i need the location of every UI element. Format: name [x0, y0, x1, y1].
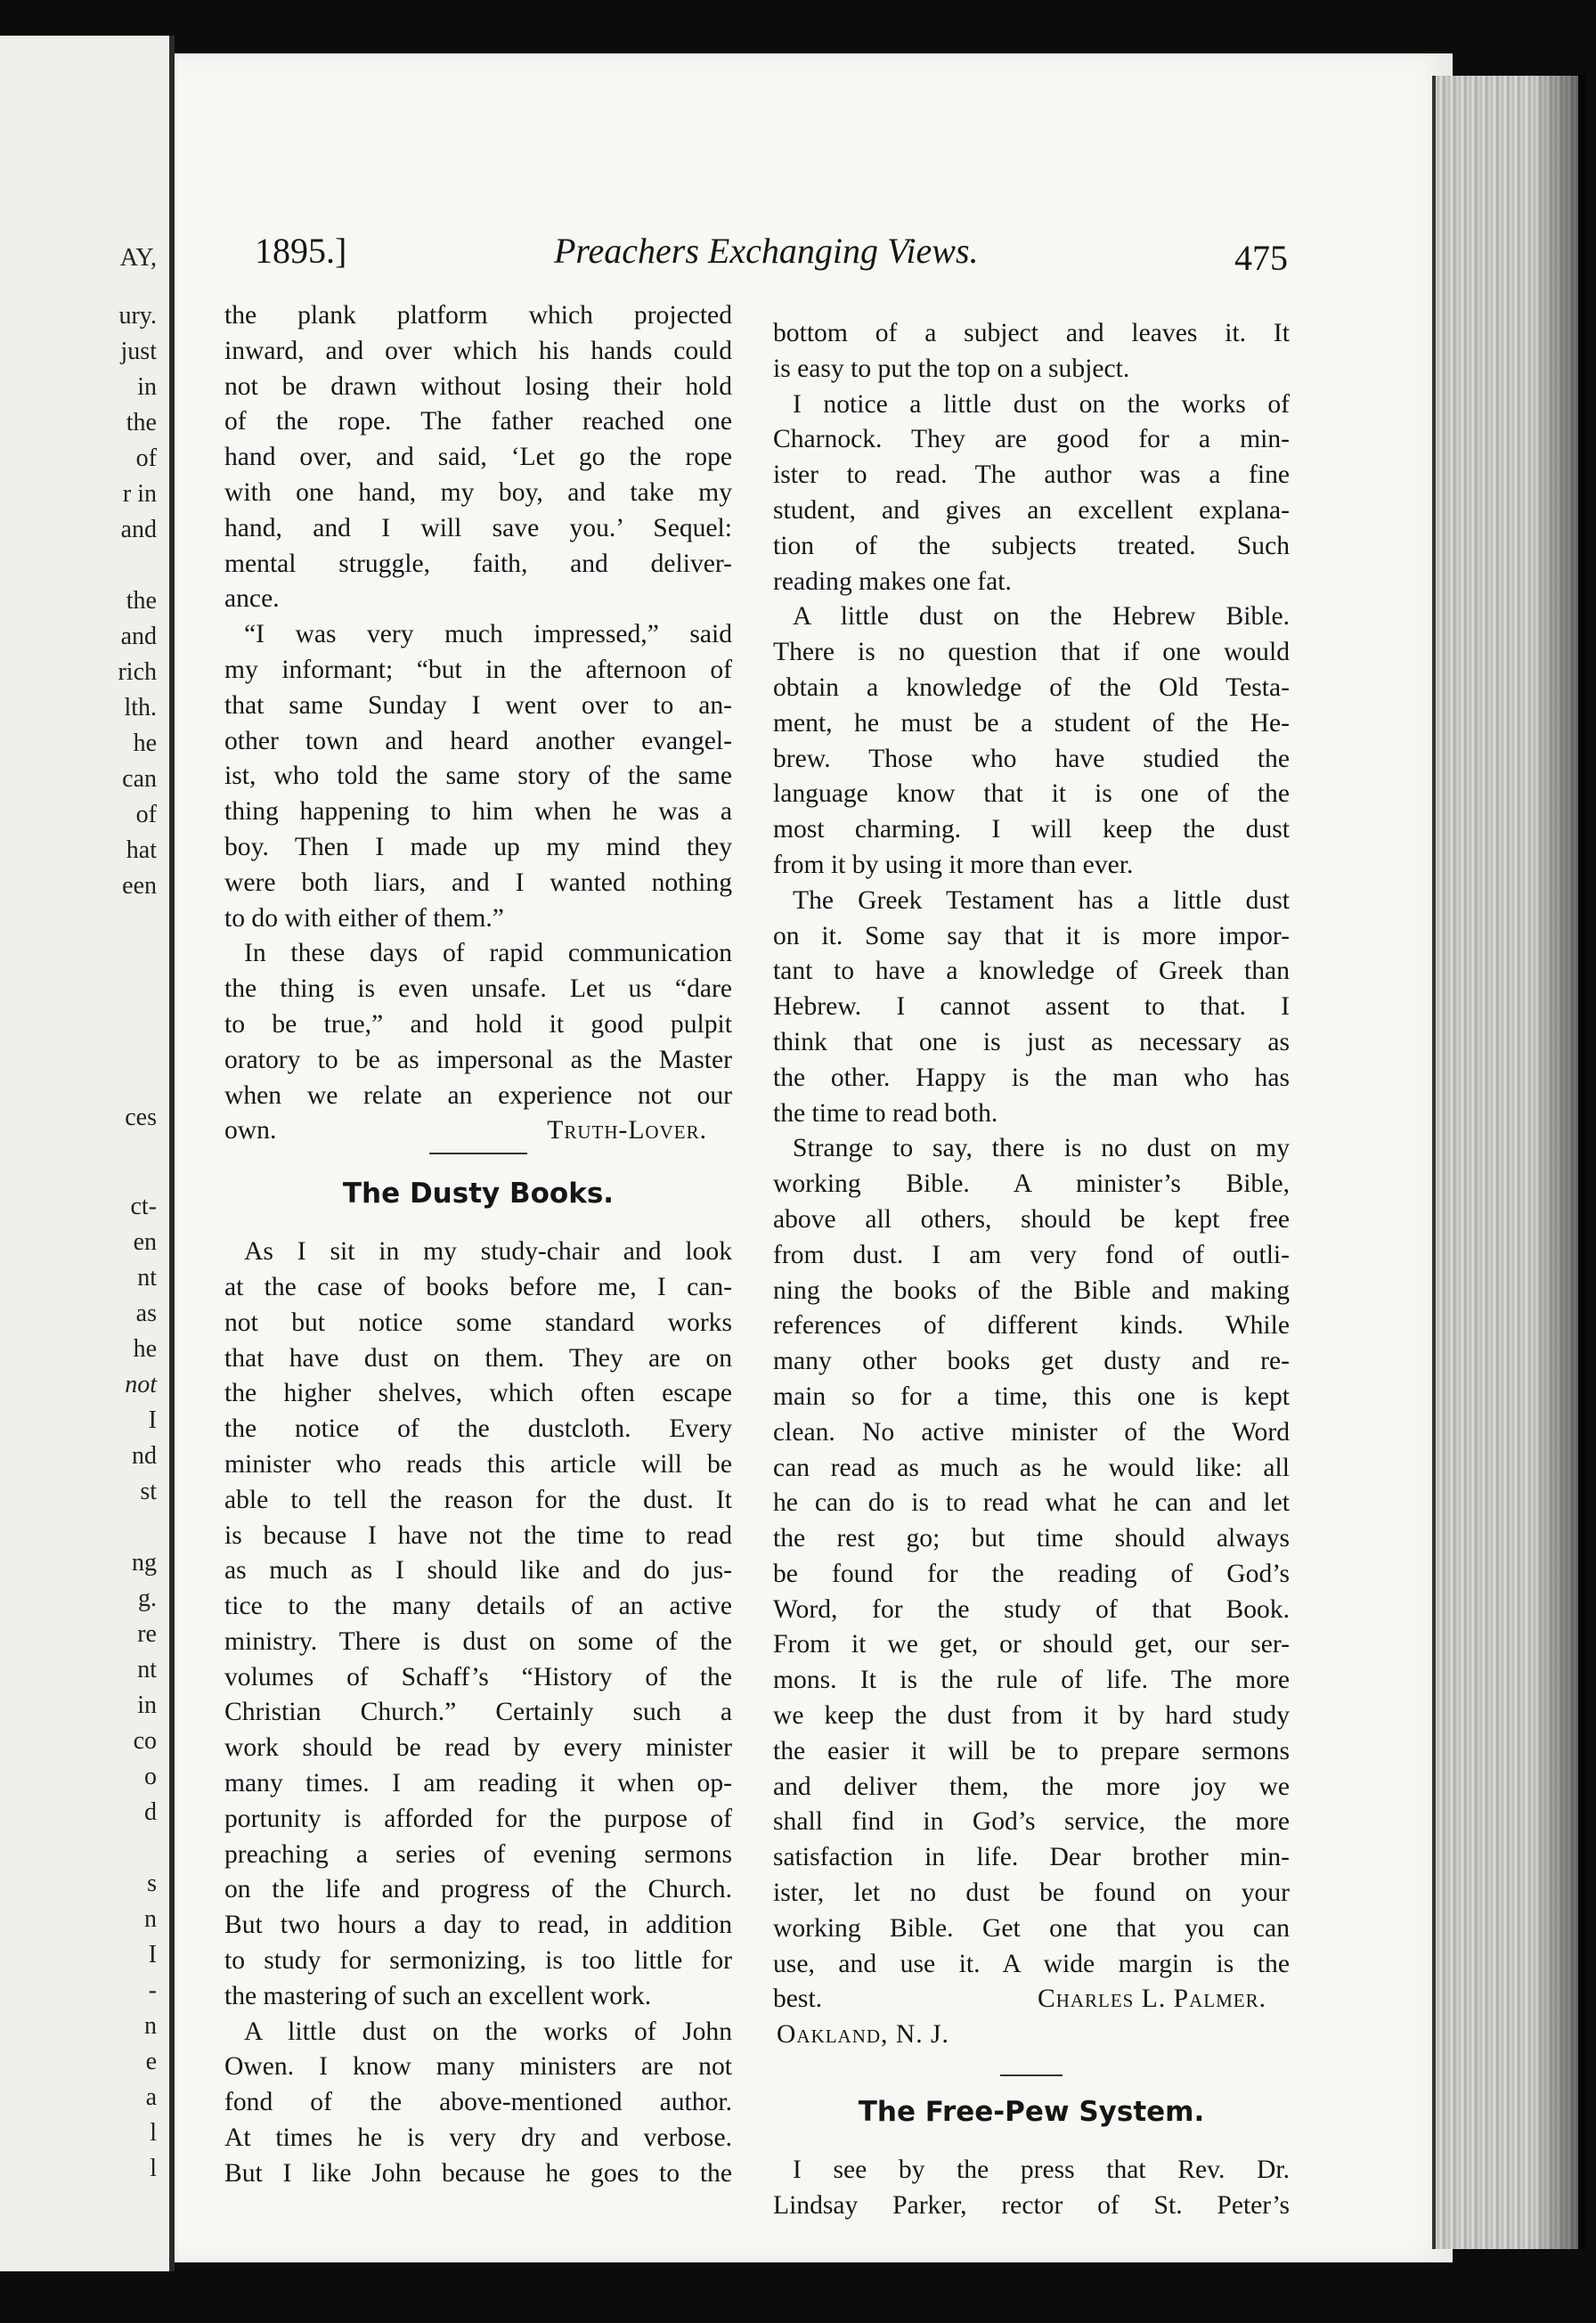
- text-line: language know that it is one of the: [773, 779, 1290, 809]
- facing-page-text-fragment: ng: [132, 1549, 157, 1577]
- facing-page-text-fragment: -: [148, 1977, 157, 2004]
- text-line: use, and use it. A wide margin is the: [773, 1949, 1290, 1978]
- section-divider: [1000, 2074, 1063, 2076]
- text-line: From it we get, or should get, our ser-: [773, 1630, 1290, 1659]
- signature-row: [224, 1113, 732, 1149]
- text-line: to study for sermonizing, is too little for: [224, 1946, 732, 1976]
- text-line: and deliver them, the more joy we: [773, 1772, 1290, 1801]
- facing-page-text-fragment: not: [125, 1371, 157, 1398]
- text-line: the other. Happy is the man who has: [773, 1063, 1290, 1092]
- facing-page-text-fragment: AY,: [119, 244, 157, 272]
- facing-page-text-fragment: ury.: [118, 302, 157, 330]
- text-line: tice to the many details of an active: [224, 1592, 732, 1621]
- facing-page-text-fragment: st: [140, 1478, 157, 1505]
- text-line: the notice of the dustcloth. Every: [224, 1414, 732, 1444]
- text-line: preaching a series of evening sermons: [224, 1839, 732, 1869]
- facing-page-text-fragment: nt: [137, 1656, 157, 1683]
- place-line: Oakland, N. J.: [777, 2020, 949, 2050]
- facing-page-text-fragment: r in: [122, 480, 157, 508]
- text-line: Strange to say, there is no dust on my: [793, 1134, 1290, 1163]
- text-line: mental struggle, faith, and deliver-: [224, 549, 732, 578]
- text-line: references of different kinds. While: [773, 1311, 1290, 1341]
- paragraph: [773, 884, 1290, 1132]
- facing-page-text-fragment: e: [145, 2048, 157, 2075]
- text-line: he can do is to read what he can and let: [773, 1488, 1290, 1518]
- text-line: Word, for the study of that Book.: [773, 1594, 1290, 1624]
- text-line: ning the books of the Bible and making: [773, 1276, 1290, 1305]
- paragraph-last-line: own.: [224, 1116, 277, 1145]
- text-line: A little dust on the works of John: [244, 2017, 732, 2046]
- facing-page-text-fragment: s: [147, 1870, 157, 1897]
- facing-page-text-fragment: a: [145, 2083, 157, 2111]
- text-line: the plank platform which projected: [224, 301, 732, 330]
- text-line: fond of the above-mentioned author.: [224, 2088, 732, 2117]
- text-line: obtain a knowledge of the Old Testa-: [773, 672, 1290, 702]
- facing-page-text-fragment: in: [137, 1691, 157, 1719]
- facing-page-text-fragment: nt: [137, 1264, 157, 1292]
- text-line: at the case of books before me, I can-: [224, 1272, 732, 1301]
- text-line: not but notice some standard works: [224, 1308, 732, 1337]
- facing-page-text-fragment: hat: [126, 836, 157, 864]
- paragraph: [224, 2015, 732, 2192]
- text-line: the rest go; but time should always: [773, 1524, 1290, 1553]
- facing-page-text-fragment: d: [144, 1798, 157, 1826]
- text-line: working Bible. A minister’s Bible,: [773, 1170, 1290, 1199]
- text-line: many other books get dusty and re-: [773, 1347, 1290, 1376]
- facing-page-text-fragment: of: [135, 801, 157, 828]
- text-line: when we relate an experience not our: [224, 1080, 732, 1110]
- paragraph: [224, 936, 732, 1113]
- facing-page-text-fragment: the: [126, 587, 157, 615]
- text-line: As I sit in my study-chair and look: [244, 1237, 732, 1267]
- facing-page-text-fragment: nd: [132, 1442, 157, 1470]
- text-line: as much as I should like and do jus-: [224, 1556, 732, 1585]
- facing-page-text-fragment: of: [135, 444, 157, 472]
- facing-page-text-fragment: een: [122, 872, 157, 900]
- facing-page-text-fragment: lth.: [124, 694, 157, 721]
- text-line: the mastering of such an excellent work.: [224, 1981, 652, 2010]
- facing-page-text-fragment: I: [148, 1406, 157, 1434]
- text-line: mons. It is the rule of life. The more: [773, 1666, 1290, 1695]
- text-line: hand over, and said, ‘Let go the rope: [224, 443, 732, 472]
- text-line: most charming. I will keep the dust: [773, 815, 1290, 844]
- text-line: I see by the press that Rev. Dr.: [793, 2156, 1290, 2185]
- text-line: to be true,” and hold it good pulpit: [224, 1009, 732, 1039]
- text-line: the higher shelves, which often escape: [224, 1379, 732, 1408]
- text-line: from it by using it more than ever.: [773, 850, 1134, 879]
- facing-page-text-fragment: rich: [118, 658, 157, 686]
- header-title: Preachers Exchanging Views.: [554, 231, 979, 271]
- page-number: 475: [1234, 238, 1288, 278]
- text-line: bottom of a subject and leaves it. It: [773, 319, 1290, 347]
- text-line: ist, who told the same story of the same: [224, 762, 732, 791]
- text-line: we keep the dust from it by hard study: [773, 1701, 1290, 1731]
- text-line: that same Sunday I went over to an-: [224, 690, 732, 720]
- facing-page-text-fragment: re: [137, 1620, 157, 1648]
- section-divider: [429, 1153, 527, 1154]
- text-line: from dust. I am very fond of outli-: [773, 1240, 1290, 1269]
- text-line: ministry. There is dust on some of the: [224, 1626, 732, 1656]
- left-column: [224, 298, 732, 2192]
- text-line: hand, and I will save you.’ Sequel:: [224, 513, 732, 542]
- text-line: able to tell the reason for the dust. It: [224, 1485, 732, 1514]
- facing-page-text-fragment: in: [137, 373, 157, 401]
- text-line: ister to read. The author was a fine: [773, 461, 1290, 490]
- text-line: on the life and progress of the Church.: [224, 1875, 732, 1904]
- text-line: of the rope. The father reached one: [224, 407, 732, 436]
- text-line: But I like John because he goes to the: [224, 2158, 732, 2188]
- text-line: Charnock. They are good for a min-: [773, 425, 1290, 454]
- facing-page-text-fragment: he: [133, 730, 157, 757]
- signature-row: [773, 1982, 1290, 2017]
- text-line: “I was very much impressed,” said: [244, 620, 732, 649]
- signature-truth-lover: Truth-Lover.: [547, 1116, 707, 1145]
- facing-page-text-fragment: the: [126, 409, 157, 436]
- facing-page-text-fragment: g.: [138, 1585, 157, 1612]
- facing-page-text-fragment: ct-: [130, 1193, 157, 1220]
- signature-charles-palmer: Charles L. Palmer.: [1037, 1985, 1266, 2014]
- text-line: reading makes one fat.: [773, 566, 1012, 596]
- section-heading-dusty-books: The Dusty Books.: [342, 1178, 615, 1210]
- paragraph: [773, 1131, 1290, 1982]
- text-line: ister, let no dust be found on your: [773, 1879, 1290, 1908]
- text-line: At times he is very dry and verbose.: [224, 2123, 732, 2153]
- text-line: be found for the reading of God’s: [773, 1559, 1290, 1588]
- text-line: minister who reads this article will be: [224, 1449, 732, 1479]
- facing-page-text-fragment: he: [133, 1335, 157, 1363]
- text-line: There is no question that if one would: [773, 638, 1290, 667]
- text-line: many times. I am reading it when op-: [224, 1769, 732, 1798]
- facing-page-text-fragment: n: [144, 2012, 157, 2040]
- text-line: the thing is even unsafe. Let us “dare: [224, 974, 732, 1004]
- facing-page-text-fragment: n: [144, 1905, 157, 1933]
- text-line: work should be read by every minister: [224, 1733, 732, 1763]
- facing-page-left: [0, 36, 175, 2271]
- text-line: student, and gives an excellent explana-: [773, 495, 1290, 525]
- text-line: the easier it will be to prepare sermons: [773, 1736, 1290, 1765]
- text-line: Owen. I know many ministers are not: [224, 2052, 732, 2082]
- paragraph-last-line: best.: [773, 1985, 823, 2014]
- facing-page-text-fragment: just: [120, 338, 157, 365]
- page-edges-shadow: [1532, 76, 1585, 2249]
- facing-page-text-fragment: ces: [125, 1104, 157, 1131]
- text-line: the time to read both.: [773, 1098, 998, 1128]
- facing-page-text-fragment: can: [122, 765, 157, 793]
- paragraph: [773, 387, 1290, 600]
- text-line: portunity is afforded for the purpose of: [224, 1804, 732, 1833]
- text-line: tion of the subjects treated. Such: [773, 531, 1290, 560]
- facing-page-text-fragment: l: [150, 2119, 157, 2147]
- text-line: is because I have not the time to read: [224, 1520, 732, 1550]
- text-line: on it. Some say that it is more impor-: [773, 921, 1290, 950]
- text-line: my informant; “but in the afternoon of: [224, 655, 732, 684]
- text-line: In these days of rapid communication: [244, 939, 732, 968]
- text-line: oratory to be as impersonal as the Master: [224, 1045, 732, 1074]
- text-line: with one hand, my boy, and take my: [224, 477, 732, 507]
- text-line: ance.: [224, 584, 280, 614]
- paragraph: [224, 617, 732, 936]
- facing-page-text-fragment: as: [135, 1300, 157, 1327]
- facing-page-text-fragment: l: [150, 2155, 157, 2182]
- text-line: think that one is just as necessary as: [773, 1027, 1290, 1056]
- text-line: clean. No active minister of the Word: [773, 1417, 1290, 1447]
- text-line: A little dust on the Hebrew Bible.: [793, 602, 1290, 632]
- paragraph: [773, 316, 1290, 387]
- paragraph: [224, 298, 732, 617]
- text-line: I notice a little dust on the works of: [793, 389, 1290, 419]
- text-line: tant to have a knowledge of Greek than: [773, 957, 1290, 986]
- right-column: [773, 316, 1290, 2224]
- text-line: working Bible. Get one that you can: [773, 1913, 1290, 1943]
- text-line: satisfaction in life. Dear brother min-: [773, 1843, 1290, 1872]
- text-line: can read as much as he would like: all: [773, 1453, 1290, 1482]
- text-line: other town and heard another evangel-: [224, 726, 732, 755]
- facing-page-text-fragment: and: [120, 516, 157, 543]
- facing-page-text-fragment: co: [133, 1727, 157, 1755]
- text-line: thing happening to him when he was a: [224, 797, 732, 827]
- text-line: ment, he must be a student of the He-: [773, 708, 1290, 738]
- text-line: to do with either of them.”: [224, 903, 504, 933]
- text-line: Christian Church.” Certainly such a: [224, 1698, 732, 1727]
- text-line: Lindsay Parker, rector of St. Peter’s: [773, 2190, 1290, 2220]
- text-line: volumes of Schaff’s “History of the: [224, 1662, 732, 1691]
- text-line: were both liars, and I wanted nothing: [224, 868, 732, 897]
- running-header: [255, 223, 1288, 276]
- paragraph: [773, 2153, 1290, 2224]
- text-line: is easy to put the top on a subject.: [773, 354, 1130, 383]
- facing-page-text-fragment: I: [148, 1941, 157, 1968]
- text-line: Hebrew. I cannot assent to that. I: [773, 992, 1290, 1022]
- header-year: 1895.]: [255, 231, 347, 271]
- text-line: main so for a time, this one is kept: [773, 1382, 1290, 1411]
- text-line: not be drawn without losing their hold: [224, 371, 732, 401]
- text-line: The Greek Testament has a little dust: [793, 885, 1290, 915]
- text-line: boy. Then I made up my mind they: [224, 832, 732, 861]
- paragraph: [224, 1235, 732, 2015]
- paragraph: [773, 599, 1290, 883]
- text-line: inward, and over which his hands could: [224, 336, 732, 365]
- text-line: shall find in God’s service, the more: [773, 1807, 1290, 1837]
- section-heading-free-pew: The Free-Pew System.: [858, 2096, 1205, 2129]
- facing-page-text-fragment: en: [133, 1228, 157, 1256]
- text-line: that have dust on them. They are on: [224, 1343, 732, 1373]
- text-line: above all others, should be kept free: [773, 1204, 1290, 1234]
- facing-page-text-fragment: and: [120, 623, 157, 650]
- text-line: But two hours a day to read, in addition: [224, 1911, 732, 1940]
- text-line: brew. Those who have studied the: [773, 744, 1290, 773]
- facing-page-text-fragment: o: [144, 1763, 157, 1790]
